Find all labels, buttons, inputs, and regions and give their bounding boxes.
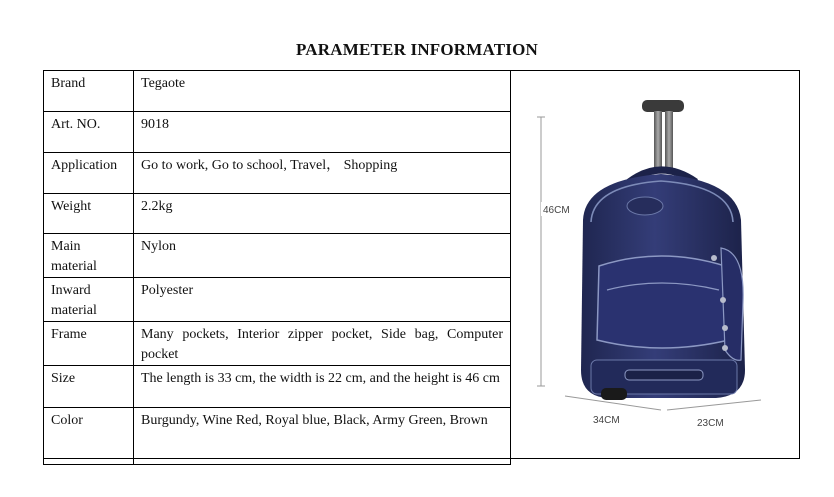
row-value: Burgundy, Wine Red, Royal blue, Black, Army Green, Brown [134,408,511,465]
table-row-inward-material [44,278,511,322]
row-value: Nylon [134,234,511,278]
row-label: Frame [44,322,134,366]
product-image-cell [510,70,800,459]
length-dimension [565,396,661,426]
parameter-table [43,70,511,465]
row-value: Go to work, Go to school, Travel， Shopping [134,153,511,194]
row-value: 9018 [134,112,511,153]
table-row-main-material [44,234,511,278]
table-row-art-no [44,112,511,153]
table-row-color [44,408,511,465]
width-dimension [667,400,761,429]
row-value: Many pockets, Interior zipper pocket, Side bag, Computer pocket [134,322,511,366]
table-row-size [44,366,511,408]
page-title: PARAMETER INFORMATION [295,40,539,59]
trolley-handle [642,100,684,173]
row-value: Polyester [134,278,511,322]
row-value: Tegaote [134,71,511,112]
table-row-frame [44,322,511,366]
row-label: Inward material [44,278,134,322]
row-label: Brand [44,71,134,112]
row-value: 2.2kg [134,194,511,234]
product-image [511,70,801,459]
row-value: The length is 33 cm, the width is 22 cm, and the height is 46 cm [134,366,511,408]
height-label: 46CM [543,205,570,216]
row-label: Main material [44,234,134,278]
table-row-weight [44,194,511,234]
table-row-brand [44,71,511,112]
height-dimension [537,117,571,386]
backpack-body [581,174,745,400]
row-label: Color [44,408,134,465]
width-label: 23CM [697,418,724,429]
length-label: 34CM [593,415,620,426]
table-row-application [44,153,511,194]
row-label: Weight [44,194,134,234]
row-label: Size [44,366,134,408]
row-label: Art. NO. [44,112,134,153]
row-label: Application [44,153,134,194]
